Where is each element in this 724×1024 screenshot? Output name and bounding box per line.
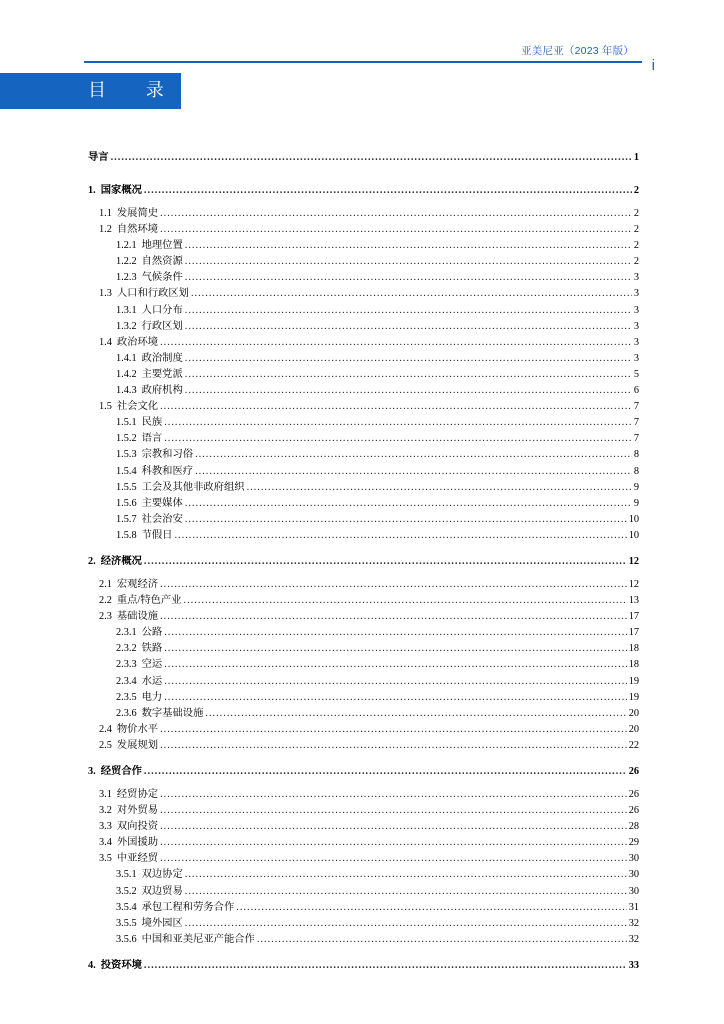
toc-dot-leader [191,288,632,299]
toc-entry[interactable] [88,736,639,752]
toc-entry-title: 铁路 [141,643,163,655]
toc-entry-page: 3 [633,272,639,284]
toc-entry-number: 3.5.6 [116,933,137,945]
toc-dot-leader [185,256,632,267]
toc-entry[interactable] [88,575,639,591]
toc-entry-title: 政府机构 [141,385,183,397]
toc-dot-leader [236,902,626,913]
toc-entry-title: 双向投资 [116,821,159,833]
toc-entry-title: 发展简史 [116,208,159,219]
toc-entry-title: 社会文化 [116,401,159,413]
toc-dot-leader [160,401,632,412]
toc-entry-number: 1.5.5 [116,481,137,493]
toc-entry-page: 10 [628,529,639,541]
toc-dot-leader [185,305,632,316]
toc-dot-leader [205,708,626,719]
toc-entry[interactable] [88,865,639,881]
toc-entry[interactable] [88,429,639,445]
toc-entry-title: 主要党派 [141,368,183,380]
toc-heading: 目 录 [88,80,181,101]
toc-entry[interactable] [88,849,639,865]
toc-dot-leader [160,821,627,832]
toc-entry-title: 国家概况 [100,185,142,196]
toc-dot-leader [160,208,632,219]
toc-entry[interactable] [88,930,639,946]
toc-entry-page: 26 [628,789,639,800]
toc-entry[interactable] [88,882,639,898]
toc-entry-page: 2 [633,224,639,236]
toc-entry[interactable] [88,445,639,461]
toc-dot-leader [160,805,627,816]
toc-entry-title: 自然环境 [116,224,159,236]
toc-entry-title: 境外园区 [141,917,183,929]
toc-entry-page: 6 [633,385,639,397]
toc-dot-leader [185,918,627,929]
toc-entry-title: 经贸协定 [116,789,159,800]
toc-entry-title: 民族 [141,417,163,429]
toc-dot-leader [144,556,627,567]
toc-entry-title: 语言 [141,433,163,445]
toc-entry-number: 2.3.2 [116,643,137,655]
toc-entry-number: 2.3.4 [116,675,137,687]
toc-dot-leader [185,369,632,380]
toc-entry-number: 2.5 [99,739,112,751]
toc-entry[interactable] [88,914,639,930]
toc-entry-page: 17 [628,611,639,623]
toc-entry[interactable] [88,413,639,429]
toc-entry-number: 1.5.4 [116,465,137,477]
toc-entry-title: 中亚经贸 [116,853,159,865]
toc-dot-leader [164,692,627,703]
toc-entry-title: 地理位置 [141,240,183,252]
toc-entry-page: 5 [633,368,639,380]
toc-entry-number: 2.3.5 [116,691,137,703]
toc-entry-title: 对外贸易 [116,805,159,817]
toc-entry-page: 3 [633,304,639,316]
toc-entry[interactable] [88,204,639,220]
toc-dot-leader [185,272,632,283]
toc-entry-number: 1.5.7 [116,513,137,525]
toc-entry-number: 1.3 [99,288,112,300]
toc-entry[interactable] [88,317,639,333]
toc-dot-leader [111,152,632,163]
toc-entry[interactable] [88,478,639,494]
toc-dot-leader [184,595,627,606]
header-rule [84,61,642,63]
toc-dot-leader [144,766,627,777]
toc-entry-page: 12 [628,555,639,567]
toc-entry-number: 2.4 [99,723,112,735]
toc-entry[interactable] [88,349,639,365]
toc-dot-leader [144,960,627,971]
toc-dot-leader [164,433,632,444]
toc-entry-title: 节假日 [141,529,173,541]
toc-entry[interactable] [88,301,639,317]
toc-entry-page: 18 [628,659,639,671]
toc-entry-number: 1.4.3 [116,385,137,397]
toc-entry-title: 重点/特色产业 [116,595,182,607]
toc-entry-number: 2.3 [99,611,112,623]
toc-entry[interactable] [88,607,639,623]
toc-dot-leader [185,353,632,364]
toc-entry-page: 3 [633,352,639,364]
toc-entry-title: 投资环境 [100,959,142,971]
toc-entry-page: 3 [633,320,639,332]
running-header-title: 亚美尼亚（2023 年版） [521,45,634,57]
toc-entry[interactable] [88,510,639,526]
toc-dot-leader [160,740,627,751]
toc-entry-page: 1 [633,152,639,163]
toc-dot-leader [164,627,627,638]
toc-entry-page: 28 [628,821,639,833]
toc-entry-title: 社会治安 [141,513,183,525]
toc-dot-leader [160,337,632,348]
toc-entry-title: 数字基础设施 [141,707,204,719]
toc-entry-title: 基础设施 [116,611,159,623]
toc-dot-leader [160,789,627,800]
toc-entry[interactable] [88,220,639,236]
toc-entry-number: 2.2 [99,595,112,607]
toc-entry-number: 1.2 [99,224,112,236]
toc-entry-page: 20 [628,707,639,719]
toc-entry-page: 32 [628,933,639,945]
toc-entry[interactable] [88,252,639,268]
toc-entry[interactable] [88,381,639,397]
toc-entry-number: 1.5.1 [116,417,137,429]
toc-entry-title: 物价水平 [116,723,159,735]
toc-entry-title: 自然资源 [141,256,183,268]
toc-entry[interactable] [88,550,639,575]
toc-dot-leader [185,886,627,897]
toc-entry-number: 1.5 [99,401,112,413]
toc-entry[interactable] [88,688,639,704]
toc-entry-number: 1.2.1 [116,240,137,252]
toc-entry-number: 2.3.6 [116,707,137,719]
toc-entry-page: 19 [628,691,639,703]
toc-entry-title: 工会及其他非政府组织 [141,481,245,493]
toc-entry-title: 科教和医疗 [141,465,194,477]
toc-entry-number: 1.5.2 [116,433,137,445]
toc-entry-number: 3.4 [99,837,112,849]
toc-entry-number: 4. [88,959,96,971]
toc-entry[interactable] [88,623,639,639]
toc-entry-number: 2.1 [99,578,112,590]
toc-entry-page: 31 [628,901,639,913]
toc-entry-title: 双边贸易 [141,885,183,897]
toc-entry-page: 20 [628,723,639,735]
toc-entry-page: 30 [628,885,639,897]
toc-entry[interactable] [88,333,639,349]
toc-entry[interactable] [88,760,639,785]
table-of-contents [88,146,639,979]
toc-entry-number: 2. [88,555,96,567]
toc-dot-leader [160,579,627,590]
toc-entry-page: 19 [628,675,639,687]
toc-dot-leader [195,466,632,477]
toc-entry-page: 2 [633,208,639,219]
toc-entry-title: 中国和亚美尼亚产能合作 [141,933,255,945]
toc-entry-number: 1.4.1 [116,352,137,364]
toc-dot-leader [185,385,632,396]
toc-entry-page: 26 [628,805,639,817]
toc-entry-number: 1.5.3 [116,449,137,461]
toc-entry-page: 22 [628,739,639,751]
toc-dot-leader [185,240,632,251]
toc-entry[interactable] [88,179,639,204]
toc-entry-title: 行政区划 [141,320,183,332]
toc-banner [0,73,181,109]
toc-entry-number: 1.3.2 [116,320,137,332]
toc-entry-page: 29 [628,837,639,849]
toc-entry-page: 18 [628,643,639,655]
toc-entry[interactable] [88,284,639,300]
toc-entry[interactable] [88,898,639,914]
toc-entry-title: 政治制度 [141,352,183,364]
toc-entry-title: 外国援助 [116,837,159,849]
toc-entry-page: 13 [628,595,639,607]
toc-entry-title: 电力 [141,691,163,703]
toc-entry-title: 气候条件 [141,272,183,284]
toc-entry-page: 8 [633,449,639,461]
toc-entry-title: 宗教和习俗 [141,449,194,461]
toc-entry[interactable] [88,462,639,478]
toc-entry[interactable] [88,591,639,607]
toc-entry-number: 3.3 [99,821,112,833]
toc-entry-number: 1. [88,185,96,196]
toc-entry[interactable] [88,720,639,736]
toc-entry-title: 水运 [141,675,163,687]
toc-entry-page: 10 [628,513,639,525]
toc-entry[interactable] [88,365,639,381]
toc-dot-leader [185,498,632,509]
toc-entry[interactable] [88,672,639,688]
toc-entry-number: 1.1 [99,208,112,219]
toc-entry-title: 承包工程和劳务合作 [141,901,235,913]
toc-entry[interactable] [88,236,639,252]
toc-entry-number: 3.5 [99,853,112,865]
toc-entry[interactable] [88,704,639,720]
toc-entry-title: 空运 [141,659,163,671]
toc-dot-leader [164,417,632,428]
toc-entry[interactable] [88,655,639,671]
toc-dot-leader [160,837,627,848]
toc-entry-page: 2 [633,240,639,252]
toc-entry[interactable] [88,268,639,284]
toc-dot-leader [160,611,627,622]
toc-entry-title: 主要媒体 [141,497,183,509]
toc-entry-title: 导言 [88,152,109,163]
toc-entry-number: 1.2.3 [116,272,137,284]
toc-dot-leader [160,853,627,864]
page-number: i [651,57,655,74]
toc-entry-page: 7 [633,433,639,445]
toc-entry[interactable] [88,954,639,979]
toc-entry-number: 1.5.8 [116,529,137,541]
toc-dot-leader [144,185,632,196]
toc-dot-leader [185,869,627,880]
toc-entry-page: 9 [633,497,639,509]
toc-entry[interactable] [88,639,639,655]
toc-entry-number: 2.3.1 [116,627,137,639]
toc-entry-page: 3 [633,288,639,300]
toc-entry-number: 3.5.1 [116,869,137,881]
toc-entry-page: 17 [628,627,639,639]
toc-entry-number: 1.4.2 [116,368,137,380]
toc-entry-page: 33 [628,959,639,971]
toc-entry[interactable] [88,785,639,801]
toc-entry-page: 30 [628,853,639,865]
toc-dot-leader [164,643,627,654]
toc-dot-leader [257,934,627,945]
toc-entry-page: 7 [633,401,639,413]
toc-entry-page: 9 [633,481,639,493]
toc-dot-leader [164,659,627,670]
toc-entry-title: 宏观经济 [116,578,159,590]
toc-entry-title: 人口和行政区划 [116,288,189,300]
toc-entry[interactable] [88,817,639,833]
toc-entry-number: 2.3.3 [116,659,137,671]
toc-entry-page: 30 [628,869,639,881]
toc-dot-leader [160,724,627,735]
toc-entry-number: 3.5.2 [116,885,137,897]
toc-entry-title: 发展规划 [116,739,159,751]
toc-entry-page: 32 [628,917,639,929]
toc-entry[interactable] [88,494,639,510]
toc-entry-number: 1.5.6 [116,497,137,509]
toc-entry[interactable] [88,833,639,849]
toc-entry-page: 7 [633,417,639,429]
toc-dot-leader [164,676,627,687]
toc-entry[interactable] [88,397,639,413]
toc-entry-page: 8 [633,465,639,477]
toc-entry-page: 2 [633,256,639,268]
toc-entry-page: 12 [628,578,639,590]
toc-entry[interactable] [88,801,639,817]
toc-entry-number: 1.4 [99,336,112,348]
toc-entry-number: 3.5.4 [116,901,137,913]
toc-dot-leader [247,482,632,493]
toc-entry-number: 1.3.1 [116,304,137,316]
toc-entry-number: 3.5.5 [116,917,137,929]
toc-entry-title: 经济概况 [100,555,142,567]
toc-entry-page: 26 [628,766,639,777]
toc-entry-title: 双边协定 [141,869,183,881]
toc-entry-title: 政治环境 [116,336,159,348]
toc-entry-number: 3.1 [99,789,112,800]
toc-entry-page: 3 [633,336,639,348]
toc-dot-leader [195,449,632,460]
toc-entry-number: 3. [88,766,96,777]
toc-dot-leader [185,514,627,525]
toc-entry-title: 人口分布 [141,304,183,316]
toc-entry-title: 公路 [141,627,163,639]
toc-dot-leader [185,321,632,332]
toc-entry-number: 3.2 [99,805,112,817]
toc-dot-leader [174,530,626,541]
toc-dot-leader [160,224,632,235]
toc-entry[interactable] [88,146,639,171]
toc-entry-title: 经贸合作 [100,766,142,777]
toc-entry[interactable] [88,526,639,542]
toc-entry-number: 1.2.2 [116,256,137,268]
toc-entry-page: 2 [633,185,639,196]
